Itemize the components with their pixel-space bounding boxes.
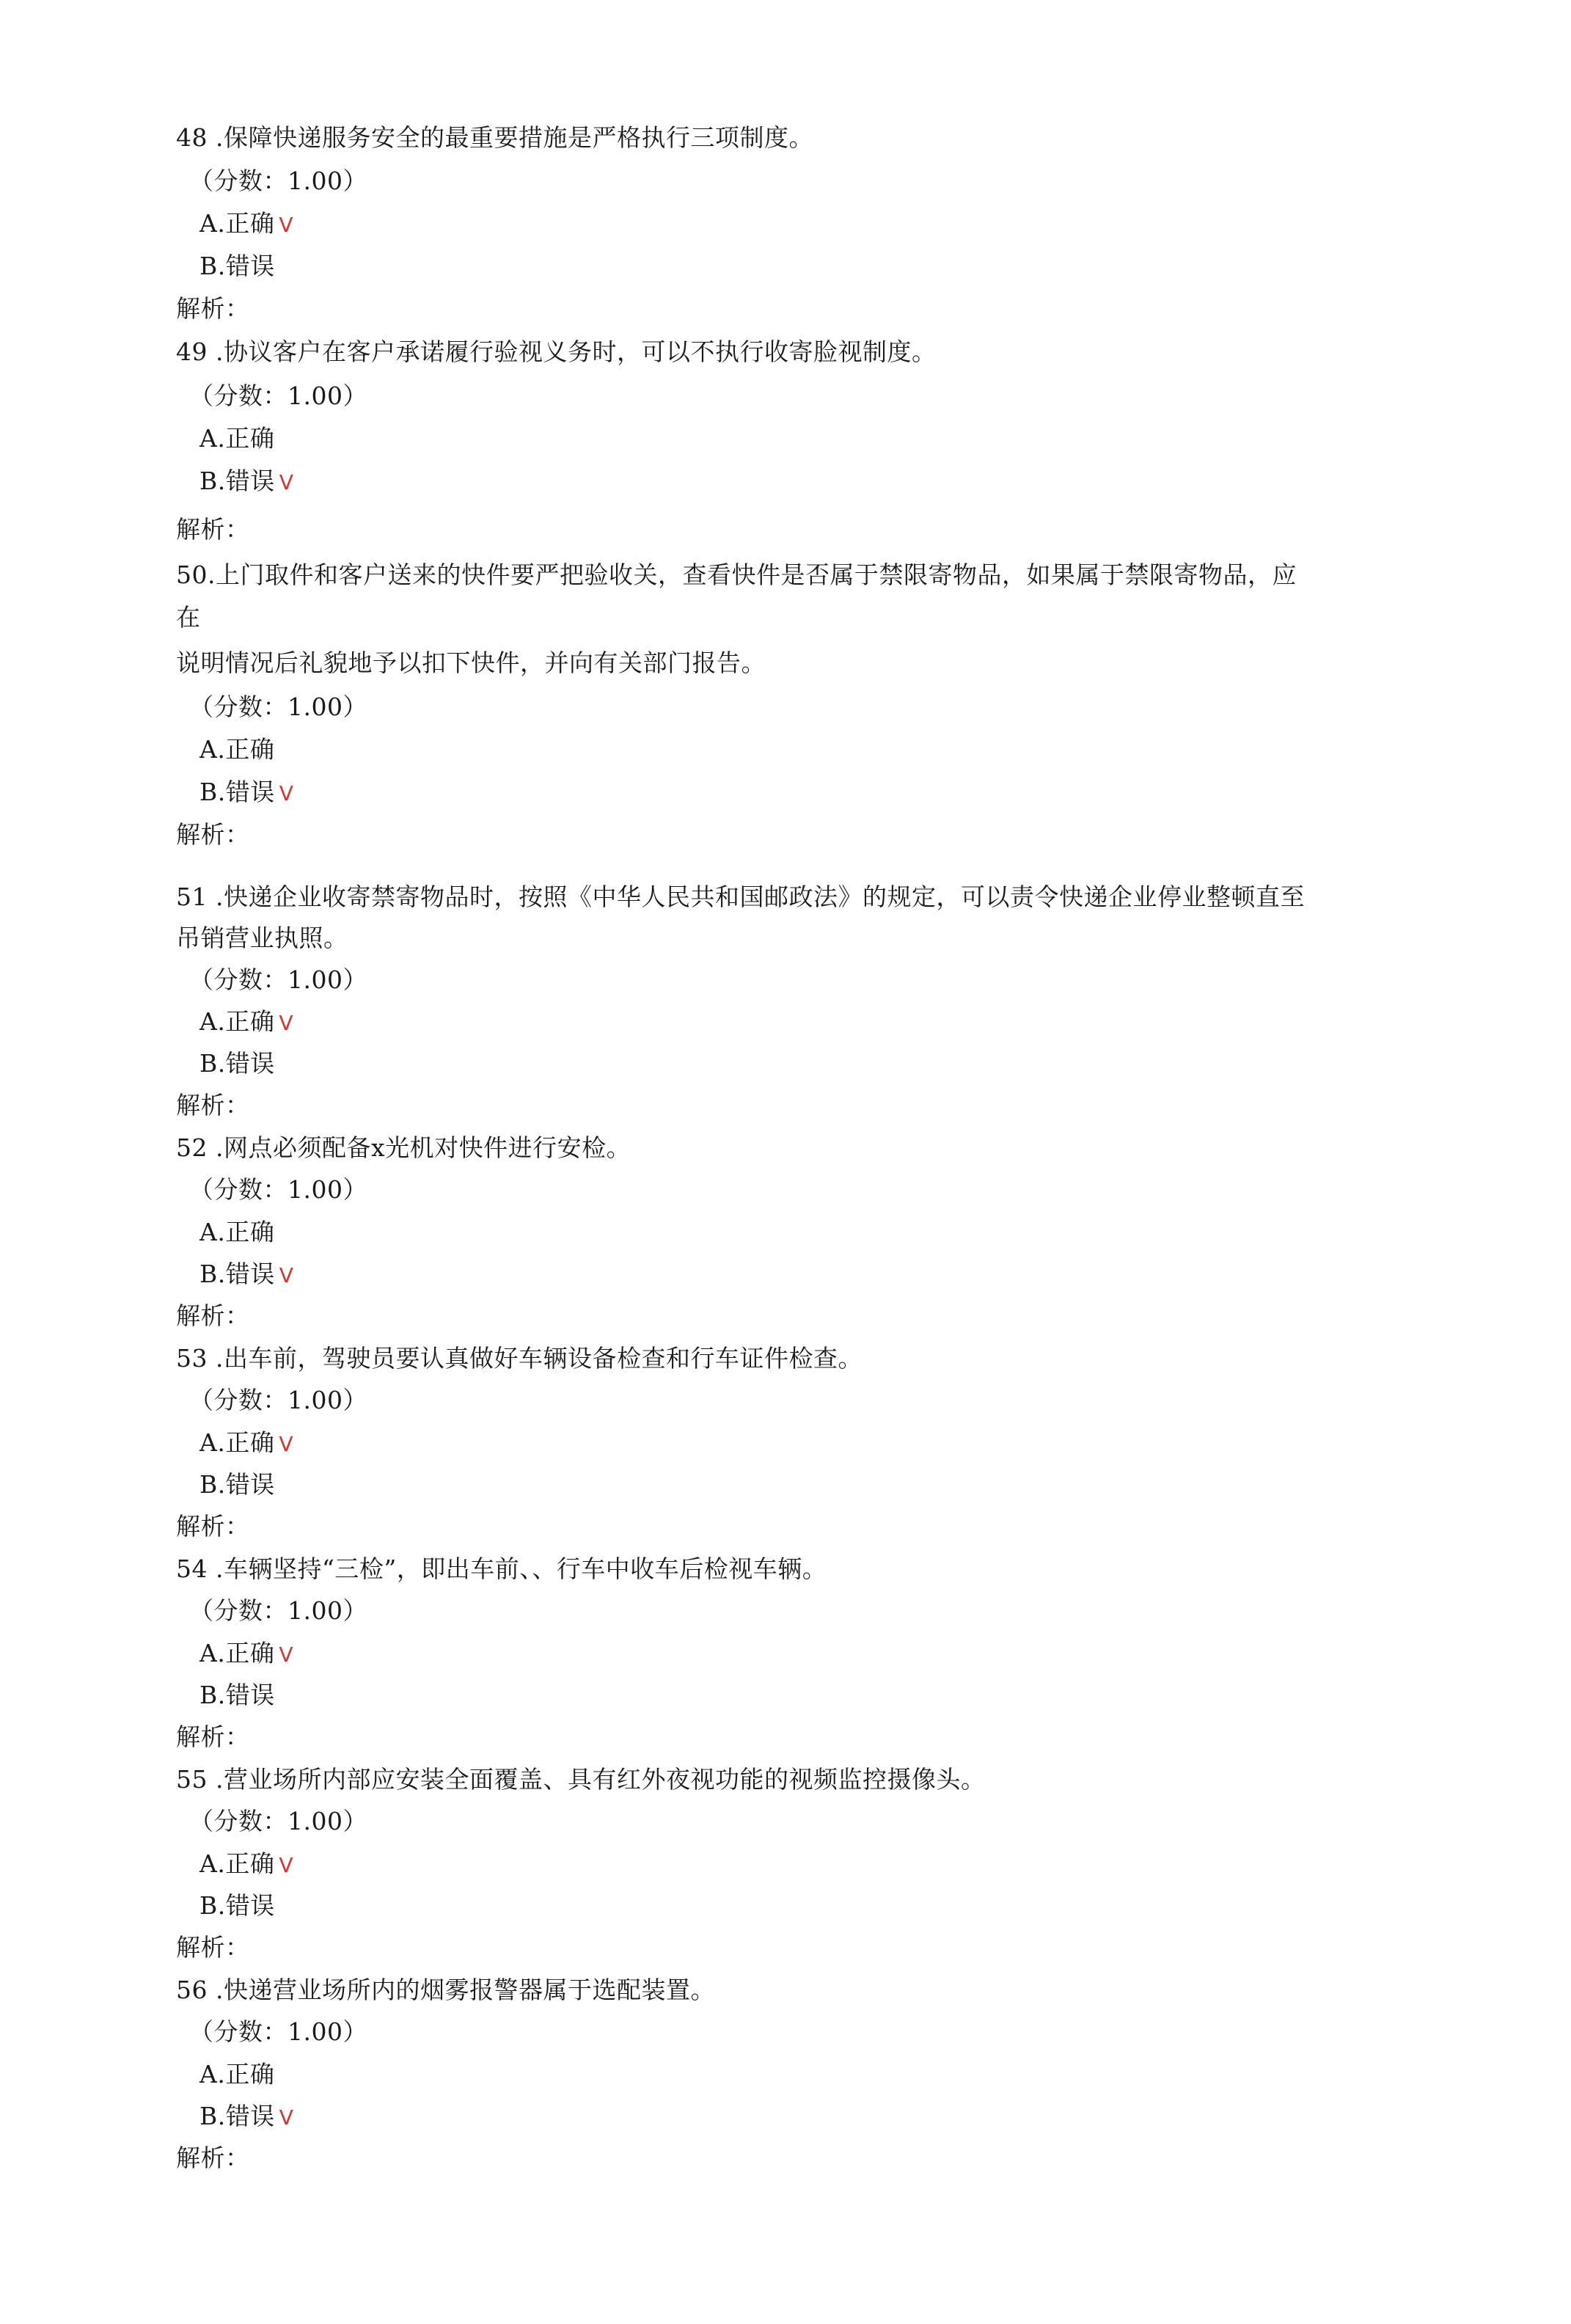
option-label: B.错误 xyxy=(199,1891,275,1920)
option-label: A.正确 xyxy=(199,424,275,453)
question-text: 55 .营业场所内部应安装全面覆盖、具有红外夜视功能的视频监控摄像头。 xyxy=(176,1765,986,1794)
score-label: （分数：1.00） xyxy=(189,167,367,195)
score-label: （分数：1.00） xyxy=(189,1175,367,1204)
option-a xyxy=(199,209,293,240)
question-text: 在 xyxy=(176,603,201,632)
question-text: 吊销营业执照。 xyxy=(176,924,348,952)
question-text: 49 .协议客户在客户承诺履行验视义务时，可以不执行收寄脸视制度。 xyxy=(176,337,937,366)
check-mark-icon: V xyxy=(279,1263,294,1287)
check-mark-icon: V xyxy=(279,1432,293,1456)
option-label: B.错误 xyxy=(199,1260,275,1288)
option-b xyxy=(199,1681,275,1710)
analysis-label: 解析： xyxy=(176,820,250,849)
option-a xyxy=(199,1007,293,1038)
option-b xyxy=(199,778,293,808)
analysis-label: 解析： xyxy=(176,1722,250,1751)
question-text: 53 .出车前，驾驶员要认真做好车辆设备检查和行车证件检查。 xyxy=(176,1344,863,1373)
analysis-label: 解析： xyxy=(176,2144,250,2172)
option-label: B.错误 xyxy=(199,778,275,806)
check-mark-icon: V xyxy=(279,470,294,494)
option-b xyxy=(199,1260,293,1290)
question-text: 51 .快递企业收寄禁寄物品时，按照《中华人民共和国邮政法》的规定，可以责令快递企业停业整顿直至 xyxy=(176,883,1305,911)
option-a xyxy=(199,1849,293,1880)
score-label: （分数：1.00） xyxy=(189,381,367,410)
question-text: 52 .网点必须配备x光机对快件进行安检。 xyxy=(176,1133,631,1162)
score-label: （分数：1.00） xyxy=(189,2017,367,2046)
check-mark-icon: V xyxy=(279,1853,293,1877)
question-text: 54 .车辆坚持“三检”，即出车前、、行车中收车后检视车辆。 xyxy=(176,1554,827,1583)
option-label: B.错误 xyxy=(199,1470,275,1499)
check-mark-icon: V xyxy=(279,1011,293,1035)
score-label: （分数：1.00） xyxy=(189,693,367,721)
score-label: （分数：1.00） xyxy=(189,1807,367,1835)
option-a xyxy=(199,735,274,764)
analysis-label: 解析： xyxy=(176,1091,250,1119)
analysis-label: 解析： xyxy=(176,515,250,544)
option-label: B.错误 xyxy=(199,1681,275,1709)
check-mark-icon: V xyxy=(279,2105,294,2130)
option-b xyxy=(199,1891,275,1921)
option-label: A.正确 xyxy=(199,1428,275,1457)
option-label: A.正确 xyxy=(199,209,275,238)
option-label: A.正确 xyxy=(199,1849,275,1878)
check-mark-icon: V xyxy=(279,781,294,805)
check-mark-icon: V xyxy=(279,1642,293,1667)
option-a xyxy=(199,1639,293,1670)
option-b xyxy=(199,1470,275,1499)
analysis-label: 解析： xyxy=(176,1512,250,1541)
score-label: （分数：1.00） xyxy=(189,965,367,994)
option-a xyxy=(199,424,274,453)
option-a xyxy=(199,2060,274,2089)
option-a xyxy=(199,1218,274,1247)
option-label: A.正确 xyxy=(199,1007,275,1036)
option-b xyxy=(199,1049,275,1078)
question-text: 说明情况后礼貌地予以扣下快件，并向有关部门报告。 xyxy=(176,648,766,677)
option-label: A.正确 xyxy=(199,2060,275,2089)
score-label: （分数：1.00） xyxy=(189,1386,367,1414)
question-text: 50.上门取件和客户送来的快件要严把验收关，查看快件是否属于禁限寄物品，如果属于禁限寄物品，应 xyxy=(176,560,1297,589)
analysis-label: 解析： xyxy=(176,1933,250,1962)
option-label: B.错误 xyxy=(199,2102,275,2130)
option-label: B.错误 xyxy=(199,467,275,495)
option-label: B.错误 xyxy=(199,1049,275,1078)
option-a xyxy=(199,1428,293,1459)
question-text: 56 .快递营业场所内的烟雾报警器属于选配装置。 xyxy=(176,1976,715,2004)
option-label: A.正确 xyxy=(199,1639,275,1667)
option-b xyxy=(199,2102,293,2133)
analysis-label: 解析： xyxy=(176,1301,250,1330)
option-b xyxy=(199,252,275,281)
option-label: A.正确 xyxy=(199,735,275,764)
option-label: B.错误 xyxy=(199,252,275,280)
check-mark-icon: V xyxy=(279,213,293,237)
score-label: （分数：1.00） xyxy=(189,1596,367,1625)
question-text: 48 .保障快递服务安全的最重要措施是严格执行三项制度。 xyxy=(176,123,813,152)
option-b xyxy=(199,467,293,497)
option-label: A.正确 xyxy=(199,1218,275,1246)
analysis-label: 解析： xyxy=(176,294,250,323)
